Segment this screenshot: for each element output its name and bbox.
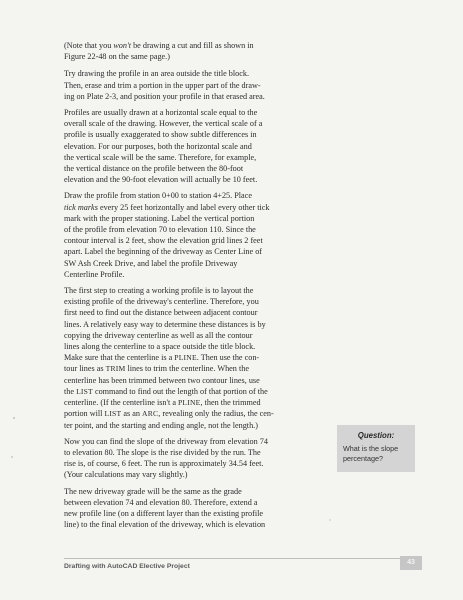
- text-line: mark with the proper stationing. Label the vertical portion: [64, 213, 255, 223]
- emphasis-text: tick marks: [64, 202, 98, 212]
- text-run: , revealing only the radius, the cen-: [158, 409, 274, 419]
- question-line: percentage?: [343, 453, 383, 463]
- text-line: contour interval is 2 feet, show the elevation grid lines 2 feet: [64, 236, 263, 246]
- text-line: lines along the centerline to a space outside the title block.: [64, 342, 256, 352]
- text-line: first need to find out the distance between adjacent contour: [64, 308, 258, 318]
- text-line: the vertical scale will be the same. Therefore, for example,: [64, 152, 257, 162]
- text-line: lines. A relatively easy way to determine these distances is by: [64, 319, 266, 329]
- text-line: Try drawing the profile in an area outside the title block.: [64, 69, 250, 79]
- text-line: overall scale of the drawing. However, the vertical scale of a: [64, 119, 263, 129]
- text-line: profile is usually exaggerated to show subtle differences in: [64, 130, 257, 140]
- speck: [13, 417, 15, 419]
- text-line: elevation. For our purposes, both the horizontal scale and: [64, 141, 252, 151]
- text-line: Profiles are usually drawn at a horizontal scale equal to the: [64, 108, 258, 118]
- text-line: The new driveway grade will be the same as the grade: [64, 486, 242, 496]
- text-run: be drawing a cut and fill as shown in: [131, 41, 254, 50]
- text-line: (Your calculations may vary slightly.): [64, 470, 188, 480]
- text-line: Now you can find the slope of the driveway from elevation 74: [64, 436, 268, 446]
- emphasis-text: won't: [113, 41, 132, 50]
- text-line: The first step to creating a working profile is to layout the: [64, 286, 254, 296]
- command-text: LIST: [76, 386, 93, 396]
- text-run: as an: [121, 409, 143, 419]
- text-run: the: [64, 386, 77, 396]
- text-line: existing profile of the driveway's centerline. Therefore, you: [64, 297, 259, 307]
- command-text: LIST: [104, 409, 122, 419]
- text-line: Figure 22-48 on the same page.): [64, 52, 170, 62]
- question-line: What is the slope: [343, 444, 399, 453]
- text-run: tour lines as: [64, 364, 106, 374]
- text-run: , then the trimmed: [200, 398, 261, 408]
- page-number: 43: [400, 556, 422, 570]
- text-line: new profile line (on a different layer than the existing profile: [64, 508, 264, 518]
- text-line: Draw the profile from station 0+00 to station 4+25. Place: [64, 191, 252, 201]
- text-line: line) to the final elevation of the driveway, which is elevation: [64, 520, 266, 530]
- text-run: centerline. (If the centerline isn't a: [64, 398, 178, 408]
- text-line: between elevation 74 and elevation 80. Therefore, extend a: [64, 497, 258, 507]
- command-text: PLINE: [174, 353, 197, 363]
- text-line: ter point, and the starting and ending angle, not the length.): [64, 420, 258, 430]
- text-run: (Note that you: [64, 41, 114, 50]
- command-text: ARC: [142, 409, 159, 419]
- text-line: Then, erase and trim a portion in the upper part of the draw-: [64, 80, 261, 90]
- text-run: Make sure that the centerline is a: [64, 353, 175, 363]
- text-line: elevation and the 90-foot elevation will actually be 10 feet.: [64, 175, 258, 185]
- footer-title: Drafting with AutoCAD Elective Project: [64, 563, 190, 570]
- text-line: of the profile from elevation 70 to elevation 110. Since the: [64, 225, 256, 235]
- text-line: SW Ash Creek Drive, and label the profile Driveway: [64, 258, 238, 268]
- text-line: Centerline Profile.: [64, 269, 125, 279]
- text-line: rise is, of course, 6 feet. The run is approximately 34.54 feet.: [64, 459, 264, 469]
- text-run: every 25 feet horizontally and label every other tick: [97, 202, 270, 212]
- text-line: copying the driveway centerline as well as all the contour: [64, 330, 253, 340]
- command-text: PLINE: [178, 398, 201, 408]
- text-line: the vertical distance on the profile between the 80-foot: [64, 164, 244, 174]
- command-text: TRIM: [105, 364, 126, 374]
- text-run: . Then use the con-: [196, 353, 260, 363]
- text-run: portion will: [64, 409, 105, 419]
- text-line: to elevation 80. The slope is the rise divided by the run. The: [64, 447, 261, 457]
- text-run: command to find out the length of that portion of the: [92, 386, 268, 396]
- text-line: centerline has been trimmed between two contour lines, use: [64, 375, 260, 385]
- speck: [11, 456, 12, 457]
- question-title: Question:: [357, 431, 395, 440]
- text-line: ing on Plate 2-3, and position your profile in that erased area.: [64, 91, 265, 101]
- speck: [329, 519, 330, 520]
- text-line: apart. Label the beginning of the driveway as Center Line of: [64, 247, 263, 257]
- text-run: lines to trim the centerline. When the: [125, 364, 249, 374]
